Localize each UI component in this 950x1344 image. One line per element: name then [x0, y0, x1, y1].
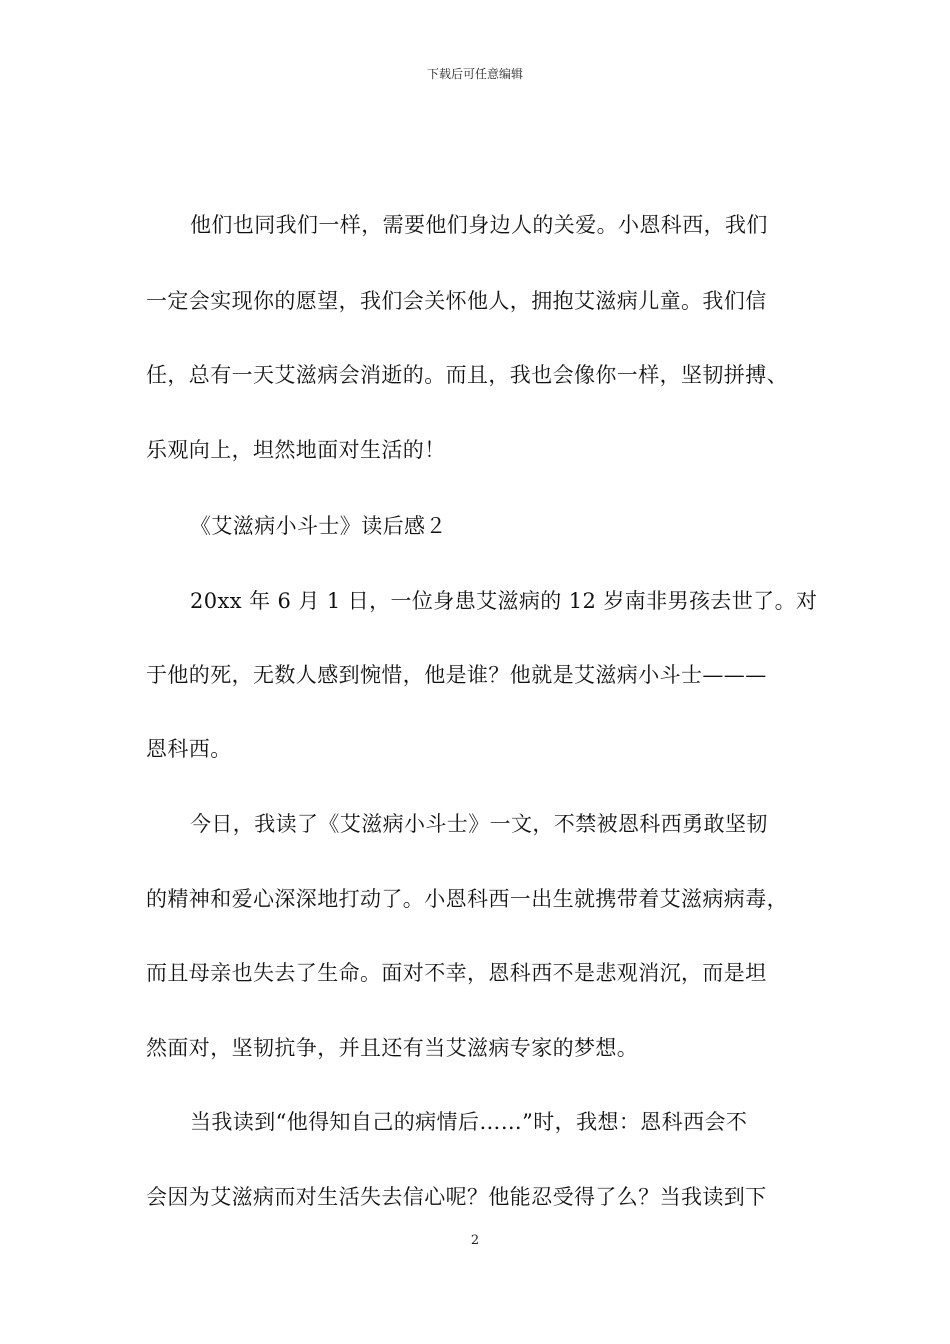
- page-number: 2: [470, 1233, 480, 1248]
- text-line: 他们也同我们一样，需要他们身边人的关爱。小恩科西，我们: [190, 213, 768, 237]
- text-line: 乐观向上，坦然地面对生活的！: [146, 438, 446, 462]
- text-line: 于他的死，无数人感到惋惜，他是谁？他就是艾滋病小斗士———: [146, 663, 767, 687]
- section-title: 《艾滋病小斗士》读后感２: [190, 514, 447, 538]
- text-line: 恩科西。: [146, 737, 232, 761]
- text-line: 的精神和爱心深深地打动了。小恩科西一出生就携带着艾滋病病毒，: [146, 887, 788, 911]
- text-line: 当我读到“他得知自己的病情后……”时，我想：恩科西会不: [190, 1110, 748, 1134]
- text-line: 任，总有一天艾滋病会消逝的。而且，我也会像你一样，坚韧拼搏、: [146, 363, 788, 387]
- text-line: 今日，我读了《艾滋病小斗士》一文，不禁被恩科西勇敢坚韧: [190, 812, 768, 836]
- text-line: 20xx 年 6 月 1 日，一位身患艾滋病的 12 岁南非男孩去世了。对: [190, 589, 818, 613]
- text-line: 而且母亲也失去了生命。面对不幸，恩科西不是悲观消沉，而是坦: [146, 961, 767, 985]
- text-line: 然面对，坚韧抗争，并且还有当艾滋病专家的梦想。: [146, 1036, 639, 1060]
- text-line: 一定会实现你的愿望，我们会关怀他人，拥抱艾滋病儿童。我们信: [146, 289, 767, 313]
- page-header: 下载后可任意编辑: [426, 67, 523, 81]
- text-line: 会因为艾滋病而对生活失去信心呢？他能忍受得了么？当我读到下: [146, 1185, 767, 1209]
